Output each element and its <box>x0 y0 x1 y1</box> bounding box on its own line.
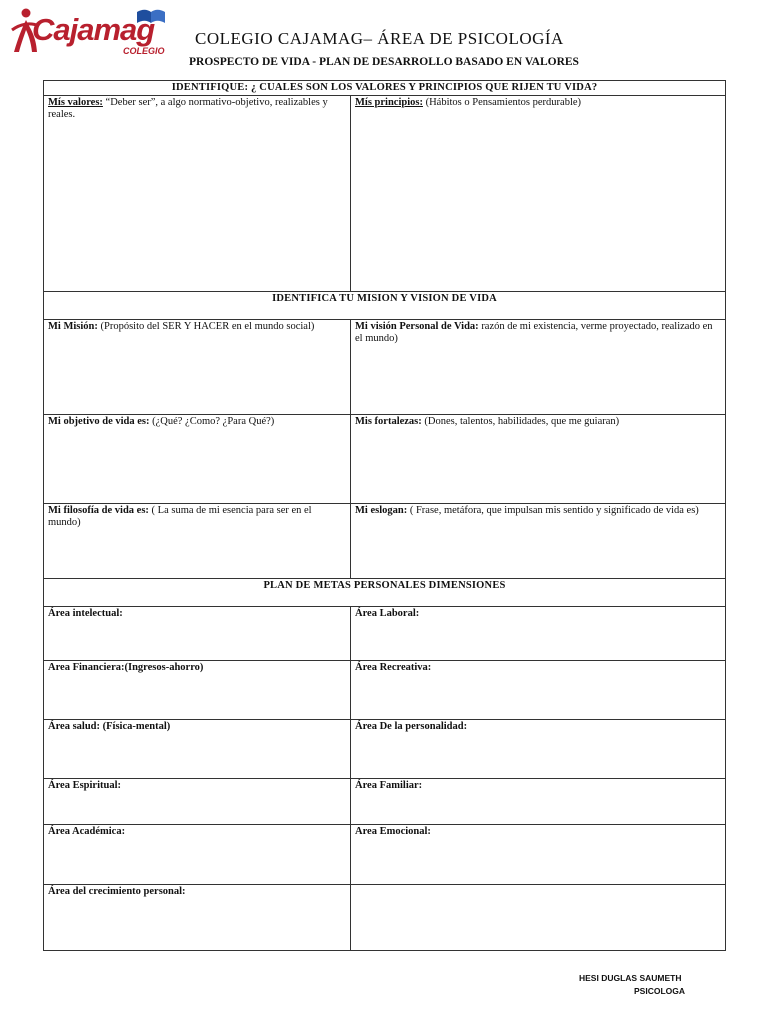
mission-description: (Propósito del SER Y HACER en el mundo social) <box>97 321 315 332</box>
principles-label: Mís principios: <box>355 97 423 108</box>
school-title: COLEGIO CAJAMAG– ÁREA DE PSICOLOGÍA <box>195 29 564 48</box>
slogan-label: Mi eslogan: <box>355 505 408 516</box>
area-work-label: Área Laboral: <box>355 608 420 619</box>
principles-cell[interactable] <box>351 96 726 292</box>
area-health-label: Área salud: (Física-mental) <box>48 721 171 732</box>
values-description: “Deber ser”, a algo normativo-objetivo, realizables y reales. <box>48 97 328 120</box>
life-objective-cell[interactable] <box>44 415 351 504</box>
area-cell[interactable] <box>351 825 726 885</box>
life-plan-form <box>43 80 726 951</box>
empty-cell[interactable] <box>351 885 726 951</box>
area-cell[interactable] <box>44 885 351 951</box>
area-cell[interactable] <box>44 661 351 720</box>
area-cell[interactable] <box>351 779 726 825</box>
signature-name: HESI DUGLAS SAUMETH <box>579 973 682 983</box>
mission-label: Mi Misión: <box>48 321 98 332</box>
area-family-label: Área Familiar: <box>355 780 423 791</box>
slogan-cell[interactable] <box>351 504 726 579</box>
strengths-label: Mis fortalezas: <box>355 416 422 427</box>
personal-goals-heading: PLAN DE METAS PERSONALES DIMENSIONES <box>44 579 726 607</box>
slogan-description: ( Frase, metáfora, que impulsan mis sentido y significado de vida es) <box>407 505 699 516</box>
signature-role: PSICOLOGA <box>634 986 686 996</box>
mission-cell[interactable] <box>44 320 351 415</box>
values-label: Mís valores: <box>48 97 103 108</box>
area-personal-growth-label: Área del crecimiento personal: <box>48 886 186 897</box>
principles-description: (Hábitos o Pensamientos perdurable) <box>422 97 582 108</box>
vision-description: razón de mi existencia, verme proyectado, realizado en el mundo) <box>355 321 713 344</box>
vision-cell[interactable] <box>351 320 726 415</box>
area-financial-label: Area Financiera:(Ingresos-ahorro) <box>48 662 204 673</box>
area-emotional-label: Area Emocional: <box>355 826 431 837</box>
life-philosophy-description: ( La suma de mi esencia para ser en el mundo) <box>48 505 312 528</box>
area-cell[interactable] <box>44 825 351 885</box>
area-cell[interactable] <box>44 779 351 825</box>
values-cell[interactable] <box>44 96 351 292</box>
area-cell[interactable] <box>44 720 351 779</box>
document-subtitle: PROSPECTO DE VIDA - PLAN DE DESARROLLO BASADO EN VALORES <box>189 56 579 68</box>
life-philosophy-label: Mi filosofía de vida es: <box>48 505 149 516</box>
area-cell[interactable] <box>351 720 726 779</box>
area-academic-label: Área Académica: <box>48 826 126 837</box>
area-cell[interactable] <box>351 607 726 661</box>
life-philosophy-cell[interactable] <box>44 504 351 579</box>
logo-subtext: COLEGIO <box>123 46 165 56</box>
logo-text: Cajamag <box>32 12 155 47</box>
strengths-description: (Dones, talentos, habilidades, que me guiaran) <box>421 416 620 427</box>
area-spiritual-label: Área Espiritual: <box>48 780 122 791</box>
area-cell[interactable] <box>351 661 726 720</box>
area-personality-label: Área De la personalidad: <box>355 721 468 732</box>
strengths-cell[interactable] <box>351 415 726 504</box>
area-recreational-label: Área Recreativa: <box>355 662 432 673</box>
values-principles-heading: IDENTIFIQUE: ¿ CUALES SON LOS VALORES Y PRINCIPIOS QUE RIJEN TU VIDA? <box>44 81 726 96</box>
mission-vision-heading: IDENTIFICA TU MISION Y VISION DE VIDA <box>44 292 726 320</box>
life-objective-label: Mi objetivo de vida es: <box>48 416 150 427</box>
vision-label: Mi visión Personal de Vida: <box>355 321 479 332</box>
school-logo <box>6 6 176 56</box>
area-cell[interactable] <box>44 607 351 661</box>
life-objective-description: (¿Qué? ¿Como? ¿Para Qué?) <box>149 416 275 427</box>
area-intellectual-label: Área intelectual: <box>48 608 123 619</box>
